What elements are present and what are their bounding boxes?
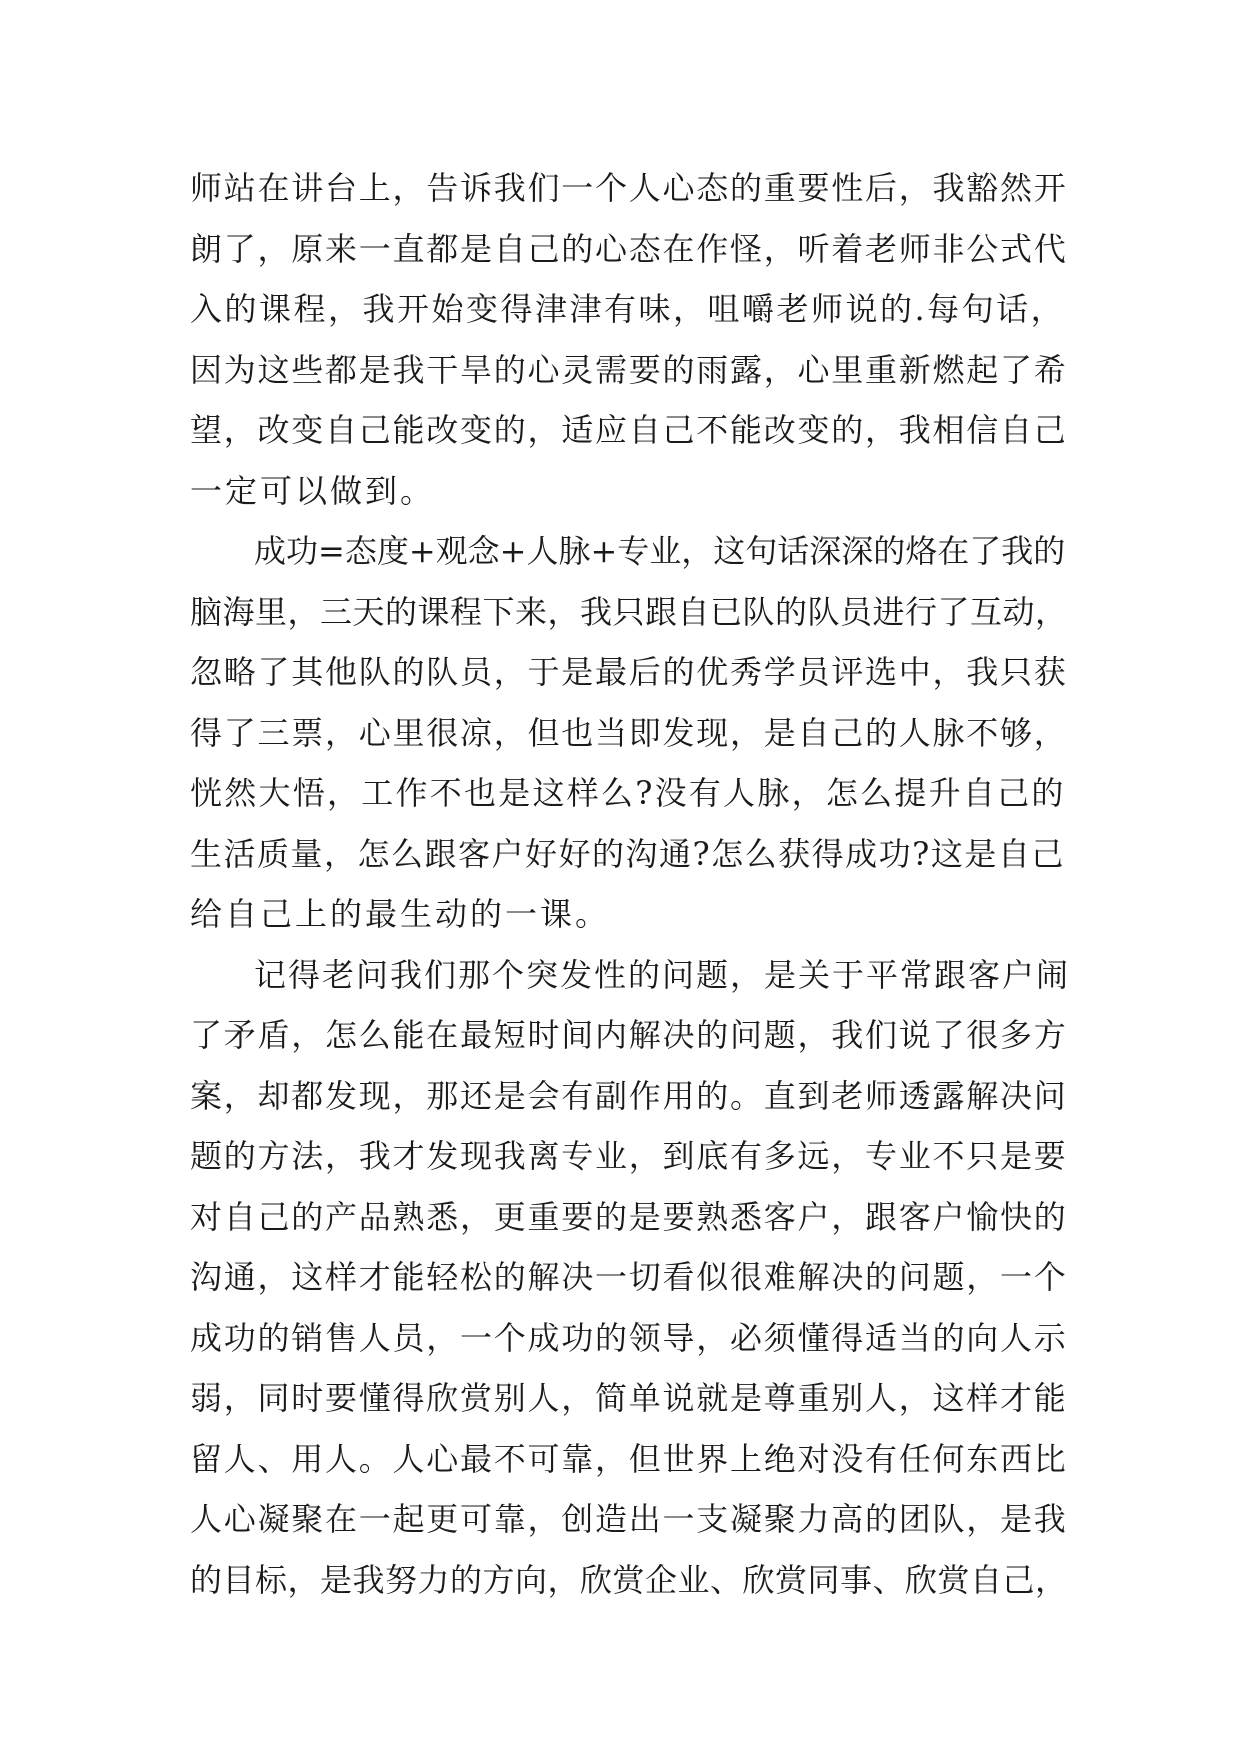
text-line: 朗了，原来一直都是自己的心态在作怪，听着老师非公式代 <box>190 229 1068 268</box>
text-line: 忽略了其他队的队员，于是最后的优秀学员评选中，我只获 <box>190 653 1068 691</box>
text-line: 的目标，是我努力的方向，欣赏企业、欣赏同事、欣赏自己， <box>190 1560 1068 1599</box>
paragraph-start-line: 成功=态度+观念+人脉+专业，这句话深深的烙在了我的 <box>254 532 1066 570</box>
text-line: 脑海里，三天的课程下来，我只跟自已队的队员进行了互动， <box>190 592 1068 631</box>
text-line: 师站在讲台上，告诉我们一个人心态的重要性后，我豁然开 <box>190 169 1068 207</box>
body-text <box>190 158 1070 1610</box>
text-line: 了矛盾，怎么能在最短时间内解决的问题，我们说了很多方 <box>190 1016 1068 1054</box>
text-line: 人心凝聚在一起更可靠，创造出一支凝聚力高的团队，是我 <box>190 1500 1068 1538</box>
text-line: 弱，同时要懂得欣赏别人，简单说就是尊重别人，这样才能 <box>190 1379 1068 1417</box>
text-line: 恍然大悟，工作不也是这样么?没有人脉，怎么提升自己的 <box>190 774 1066 812</box>
text-line: 入的课程，我开始变得津津有味，咀嚼老师说的.每句话， <box>190 290 1066 328</box>
text-line: 生活质量，怎么跟客户好好的沟通?怎么获得成功?这是自己 <box>190 834 1065 873</box>
text-line: 案，却都发现，那还是会有副作用的。直到老师透露解决问 <box>190 1076 1068 1115</box>
paragraph-start-line: 记得老问我们那个突发性的问题，是关于平常跟客户闹 <box>254 955 1071 994</box>
text-line: 一定可以做到。 <box>190 471 436 510</box>
text-line: 成功的销售人员，一个成功的领导，必须懂得适当的向人示 <box>190 1318 1068 1357</box>
text-line: 因为这些都是我干旱的心灵需要的雨露，心里重新燃起了希 <box>190 350 1068 389</box>
text-line: 对自己的产品熟悉，更重要的是要熟悉客户，跟客户愉快的 <box>190 1197 1068 1236</box>
text-line: 望，改变自己能改变的，适应自己不能改变的，我相信自己 <box>190 411 1068 449</box>
text-line: 留人、用人。人心最不可靠，但世界上绝对没有任何东西比 <box>190 1439 1068 1478</box>
text-line: 沟通，这样才能轻松的解决一切看似很难解决的问题，一个 <box>190 1258 1068 1296</box>
text-line: 得了三票，心里很凉，但也当即发现，是自己的人脉不够， <box>190 713 1068 752</box>
text-line: 题的方法，我才发现我离专业，到底有多远，专业不只是要 <box>190 1137 1068 1175</box>
text-line: 给自己上的最生动的一课。 <box>190 895 611 933</box>
